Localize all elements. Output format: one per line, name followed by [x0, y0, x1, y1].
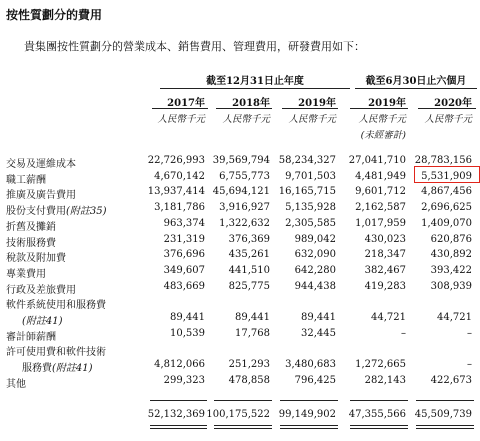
- row-label: [6, 281, 76, 296]
- table-cell: 419,283: [364, 280, 406, 292]
- table-cell: 382,467: [364, 264, 406, 276]
- table-cell: 349,607: [163, 264, 205, 276]
- table-cell: 963,374: [163, 217, 205, 229]
- year-2020-interim: 2020年: [434, 98, 472, 109]
- table-cell: 3,916,927: [219, 202, 270, 214]
- row-label-text: 軟件系統使用和服務費: [6, 300, 106, 312]
- table-cell: 1,322,632: [219, 217, 270, 229]
- total-rule: [350, 428, 408, 429]
- table-cell: 6,755,773: [219, 170, 270, 182]
- row-label-text: 折舊及攤銷: [6, 221, 56, 233]
- table-cell: 9,601,712: [355, 186, 406, 198]
- row-label: [6, 218, 56, 233]
- row-label-text: 股份支付費用: [6, 206, 66, 218]
- row-label: [6, 343, 106, 358]
- year-2018: 2018年: [232, 98, 270, 109]
- table-cell: 58,234,327: [278, 155, 336, 166]
- table-cell: –: [467, 327, 472, 339]
- header-year-ended: 截至12月31日止年度: [206, 76, 304, 87]
- year-2019: 2019年: [298, 98, 336, 109]
- row-label: [6, 234, 56, 249]
- unit-label: 人民幣千元: [424, 114, 472, 125]
- row-label-text: 推廣及廣告費用: [6, 190, 76, 202]
- total-cell: 45,509,739: [414, 409, 472, 420]
- total-rule: [416, 400, 474, 401]
- table-cell: 22,726,993: [147, 155, 205, 166]
- table-cell: 299,323: [163, 374, 205, 386]
- table-cell: 441,510: [228, 264, 270, 276]
- total-cell: 99,149,902: [278, 409, 336, 420]
- unaudited-note: (未經審計): [360, 130, 406, 141]
- total-rule: [416, 425, 474, 426]
- table-cell: 16,165,715: [278, 186, 336, 198]
- table-cell: 620,876: [430, 233, 472, 245]
- year-2019-interim: 2019年: [368, 98, 406, 109]
- row-label: [6, 265, 46, 280]
- table-cell: 435,261: [228, 249, 270, 261]
- table-cell: 422,673: [430, 374, 472, 386]
- table-cell: 5,135,928: [285, 202, 336, 214]
- total-rule: [280, 428, 338, 429]
- total-cell: 52,132,369: [147, 409, 205, 420]
- table-cell: 44,721: [371, 312, 406, 323]
- row-note: (附註35): [66, 206, 107, 218]
- row-label-text: 交易及運維成本: [6, 159, 76, 170]
- table-cell: 989,042: [294, 233, 336, 245]
- row-label: [22, 312, 63, 327]
- total-rule: [214, 400, 272, 401]
- row-label: [6, 296, 106, 311]
- table-cell: 376,369: [228, 233, 270, 245]
- table-cell: –: [467, 359, 472, 371]
- table-cell: 13,937,414: [147, 186, 205, 198]
- unit-label: 人民幣千元: [157, 114, 205, 125]
- unit-label: 人民幣千元: [222, 114, 270, 125]
- unit-label: 人民幣千元: [288, 114, 336, 125]
- year-rule: [418, 108, 476, 109]
- row-label: [6, 186, 76, 201]
- intro-text: 貴集團按性質劃分的營業成本、銷售費用、管理費用，研發費用如下：: [24, 40, 365, 53]
- year-rule: [152, 108, 208, 109]
- table-cell: 4,867,456: [421, 186, 472, 198]
- table-cell: 796,425: [294, 374, 336, 386]
- table-cell: 393,422: [430, 264, 472, 276]
- total-cell: 100,175,522: [206, 409, 270, 420]
- total-rule: [416, 428, 474, 429]
- table-cell: 632,090: [294, 249, 336, 261]
- row-label-text: 許可使用費和軟件技術: [6, 347, 106, 359]
- table-cell: 376,696: [163, 249, 205, 261]
- table-cell: 282,143: [364, 374, 406, 386]
- table-cell: 89,441: [235, 312, 270, 323]
- year-rule: [216, 108, 272, 109]
- table-cell: 39,569,794: [212, 155, 270, 166]
- row-label-text: 服務費: [22, 363, 52, 375]
- table-cell: 218,347: [364, 249, 406, 261]
- table-cell: 483,669: [163, 280, 205, 292]
- table-cell: 642,280: [294, 264, 336, 276]
- header-six-months: 截至6月30日止六個月: [365, 76, 467, 87]
- table-cell: 944,438: [294, 280, 336, 292]
- table-cell: 1,272,665: [355, 359, 406, 371]
- table-cell: 4,670,142: [154, 170, 205, 182]
- table-cell: 430,892: [430, 249, 472, 261]
- row-label-text: 審計師薪酬: [6, 331, 56, 343]
- table-cell: 32,445: [301, 327, 336, 339]
- total-rule: [214, 428, 272, 429]
- row-label: [6, 375, 26, 390]
- row-label: [22, 359, 93, 374]
- total-rule: [350, 425, 408, 426]
- row-label-text: 技術服務費: [6, 237, 56, 249]
- header-rule: [160, 88, 350, 89]
- table-cell: 45,694,121: [212, 186, 270, 198]
- total-rule: [150, 425, 207, 426]
- table-cell: –: [401, 327, 406, 339]
- table-cell: 5,531,909: [421, 170, 472, 182]
- table-cell: 430,023: [364, 233, 406, 245]
- unit-label: 人民幣千元: [358, 114, 406, 125]
- row-label-text: 稅款及附加費: [6, 253, 66, 265]
- total-rule: [280, 425, 338, 426]
- table-cell: 10,539: [170, 327, 205, 339]
- total-cell: 47,355,566: [348, 409, 406, 420]
- table-cell: 3,480,683: [285, 359, 336, 371]
- table-cell: 4,481,949: [355, 170, 406, 182]
- row-label: [6, 202, 107, 217]
- table-cell: 44,721: [437, 312, 472, 323]
- row-label: [6, 328, 56, 343]
- year-rule: [282, 108, 338, 109]
- table-cell: 2,696,625: [421, 202, 472, 214]
- row-label-text: 行政及差旅費用: [6, 284, 76, 296]
- table-cell: 89,441: [301, 312, 336, 323]
- table-cell: 478,858: [228, 374, 270, 386]
- total-rule: [350, 400, 408, 401]
- table-cell: 17,768: [235, 327, 270, 339]
- table-cell: 231,319: [163, 233, 205, 245]
- row-label: [6, 155, 76, 170]
- table-cell: 89,441: [170, 312, 205, 323]
- table-cell: 2,162,587: [355, 202, 406, 214]
- table-cell: 9,701,503: [285, 170, 336, 182]
- table-cell: 28,783,156: [414, 155, 472, 166]
- table-cell: 4,812,066: [154, 359, 205, 371]
- row-note: (附註41): [52, 363, 93, 375]
- highlight-box: [414, 166, 480, 183]
- table-cell: 825,775: [228, 280, 270, 292]
- table-cell: 251,293: [228, 359, 270, 371]
- row-label: [6, 171, 46, 186]
- row-label: [6, 249, 66, 264]
- total-rule: [150, 428, 207, 429]
- table-cell: 1,017,959: [355, 217, 406, 229]
- row-note: (附註41): [22, 316, 63, 327]
- total-rule: [150, 400, 207, 401]
- year-2017: 2017年: [167, 98, 205, 109]
- row-label-text: 專業費用: [6, 268, 46, 280]
- table-cell: 3,181,786: [154, 202, 205, 214]
- table-cell: 27,041,710: [348, 155, 406, 166]
- row-label-text: 其他: [6, 378, 26, 390]
- header-rule: [355, 88, 477, 89]
- total-rule: [214, 425, 272, 426]
- table-cell: 1,409,070: [421, 217, 472, 229]
- year-rule: [350, 108, 408, 109]
- table-cell: 308,939: [430, 280, 472, 292]
- section-title: 按性質劃分的費用: [6, 8, 103, 22]
- total-rule: [280, 400, 338, 401]
- row-label-text: 職工薪酬: [6, 174, 46, 186]
- table-cell: 2,305,585: [285, 217, 336, 229]
